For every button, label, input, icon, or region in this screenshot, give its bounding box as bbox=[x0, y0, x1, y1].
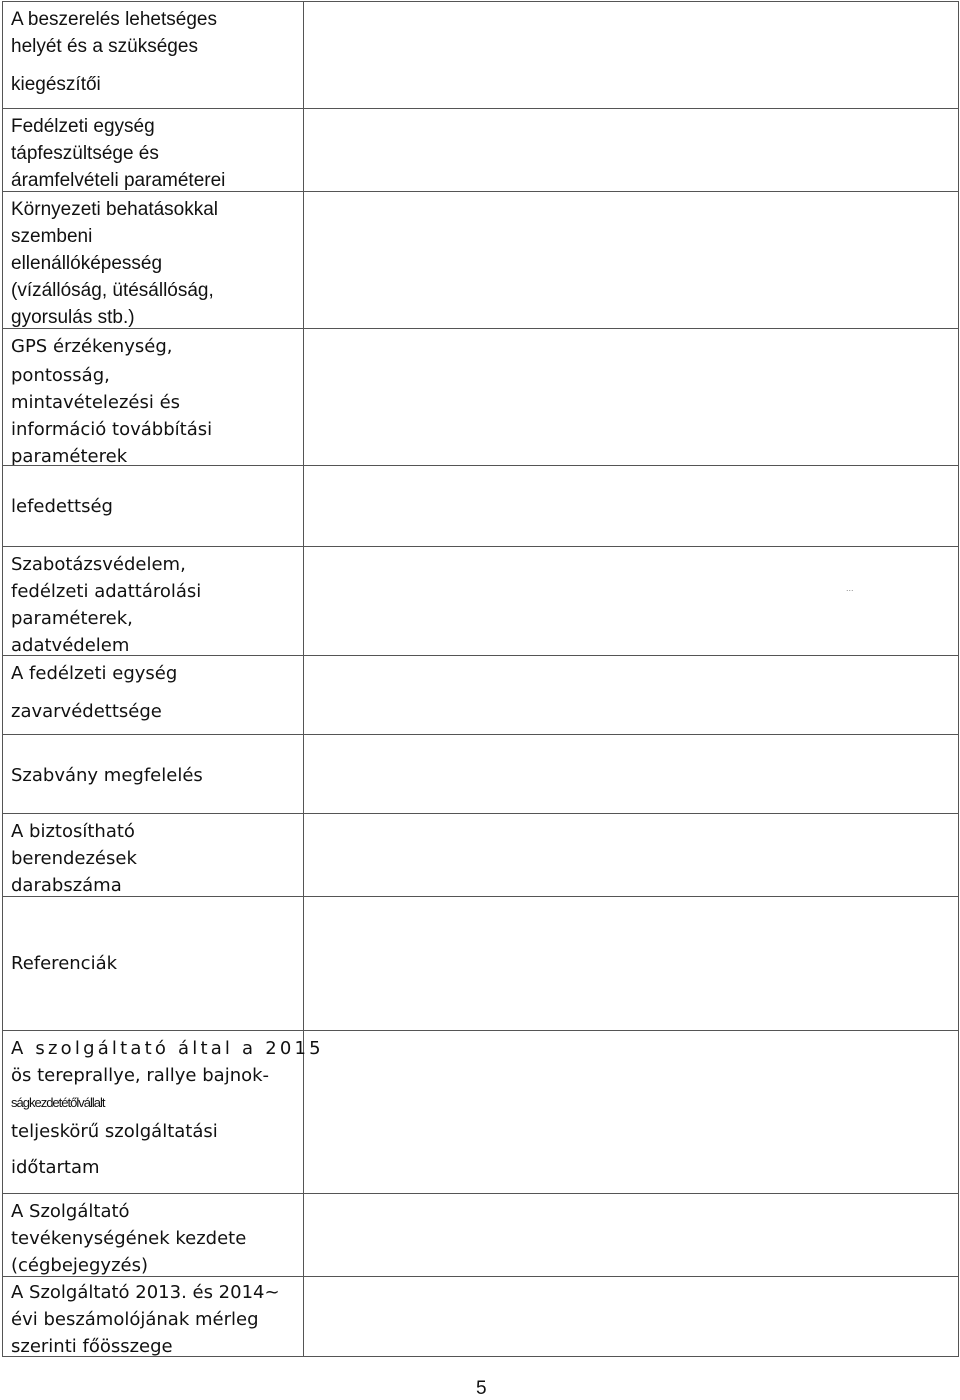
label-line: fedélzeti adattárolási bbox=[11, 581, 202, 602]
label-line: kiegészítői bbox=[11, 74, 101, 95]
label-line: szembeni bbox=[11, 226, 93, 247]
label-line: tevékenységének kezdete bbox=[11, 1228, 247, 1249]
label-line: adatvédelem bbox=[11, 635, 130, 656]
faint-mark: ... bbox=[846, 583, 854, 593]
row-label-cell bbox=[3, 1031, 324, 1193]
label-line: zavarvédettsége bbox=[11, 701, 162, 722]
table-row bbox=[2, 1, 959, 109]
label-line: évi beszámolójának mérleg bbox=[11, 1309, 259, 1330]
row-value-cell[interactable] bbox=[304, 656, 958, 734]
row-label-cell bbox=[3, 814, 304, 896]
row-label-cell bbox=[3, 1277, 304, 1356]
table-row bbox=[2, 108, 959, 192]
row-value-cell[interactable] bbox=[304, 735, 958, 813]
label-line: A Szolgáltató bbox=[11, 1201, 130, 1222]
label-line: paraméterek, bbox=[11, 608, 133, 629]
row-label-cell bbox=[3, 735, 304, 813]
table-row bbox=[2, 1276, 959, 1357]
label-line: paraméterek bbox=[11, 446, 128, 467]
row-value-cell[interactable] bbox=[304, 547, 958, 655]
row-label-cell bbox=[3, 897, 304, 1030]
row-label-cell bbox=[3, 109, 304, 191]
label-line: A Szolgáltató 2013. és 2014~ bbox=[11, 1282, 280, 1303]
label-line: Szabvány megfelelés bbox=[11, 765, 203, 786]
label-line: gyorsulás stb.) bbox=[11, 307, 135, 328]
label-line: GPS érzékenység, bbox=[11, 336, 173, 357]
row-label-cell bbox=[3, 547, 304, 655]
table-row bbox=[2, 896, 959, 1031]
label-line: teljeskörű szolgáltatási bbox=[11, 1121, 218, 1142]
row-value-cell[interactable] bbox=[304, 329, 958, 465]
table-row bbox=[2, 546, 959, 656]
table-row bbox=[2, 191, 959, 329]
row-value-cell[interactable] bbox=[304, 1277, 958, 1356]
table-row bbox=[2, 655, 959, 735]
label-line: helyét és a szükséges bbox=[11, 36, 198, 57]
row-label-cell bbox=[3, 192, 304, 328]
table-row bbox=[2, 1193, 959, 1277]
label-line: pontosság, bbox=[11, 365, 110, 386]
table-row bbox=[2, 734, 959, 814]
label-line: Fedélzeti egység bbox=[11, 116, 155, 137]
page-number: 5 bbox=[476, 1378, 487, 1399]
table-row bbox=[2, 328, 959, 466]
label-line: ös tereprallye, rallye bajnok- bbox=[11, 1065, 270, 1086]
label-line: információ továbbítási bbox=[11, 419, 213, 440]
row-value-cell[interactable] bbox=[304, 897, 958, 1030]
label-line: (cégbejegyzés) bbox=[11, 1255, 148, 1276]
row-value-cell[interactable] bbox=[304, 814, 958, 896]
row-value-cell[interactable] bbox=[304, 466, 958, 546]
row-label-cell bbox=[3, 466, 304, 546]
label-line: időtartam bbox=[11, 1157, 100, 1178]
row-value-cell[interactable] bbox=[304, 192, 958, 328]
label-line: lefedettség bbox=[11, 496, 113, 517]
label-line: Referenciák bbox=[11, 953, 118, 974]
row-value-cell[interactable] bbox=[304, 1194, 958, 1276]
label-line: ságkezdetétőlvállalt bbox=[11, 1095, 105, 1110]
row-label-cell bbox=[3, 1194, 304, 1276]
label-line: darabszáma bbox=[11, 875, 122, 896]
label-line: szerinti főösszege bbox=[11, 1336, 173, 1357]
label-line: tápfeszültsége és bbox=[11, 143, 159, 164]
row-label-cell bbox=[3, 2, 304, 108]
label-line: ellenállóképesség bbox=[11, 253, 163, 274]
label-line: mintavételezési és bbox=[11, 392, 181, 413]
row-label-cell bbox=[3, 656, 304, 734]
row-value-cell[interactable] bbox=[304, 1031, 958, 1193]
row-label-cell bbox=[3, 329, 304, 465]
label-line: (vízállóság, ütésállóság, bbox=[11, 280, 214, 301]
label-line: A szolgáltató által a 2015 bbox=[11, 1038, 324, 1059]
label-line: berendezések bbox=[11, 848, 137, 869]
table-row bbox=[2, 465, 959, 547]
table-row bbox=[2, 813, 959, 897]
row-value-cell[interactable] bbox=[304, 109, 958, 191]
label-line: A beszerelés lehetséges bbox=[11, 9, 217, 30]
row-value-cell[interactable] bbox=[304, 2, 958, 108]
table-row bbox=[2, 1030, 959, 1194]
label-line: Szabotázsvédelem, bbox=[11, 554, 186, 575]
label-line: A fedélzeti egység bbox=[11, 663, 178, 684]
label-line: A biztosítható bbox=[11, 821, 135, 842]
label-line: áramfelvételi paraméterei bbox=[11, 170, 226, 191]
label-line: Környezeti behatásokkal bbox=[11, 199, 219, 220]
